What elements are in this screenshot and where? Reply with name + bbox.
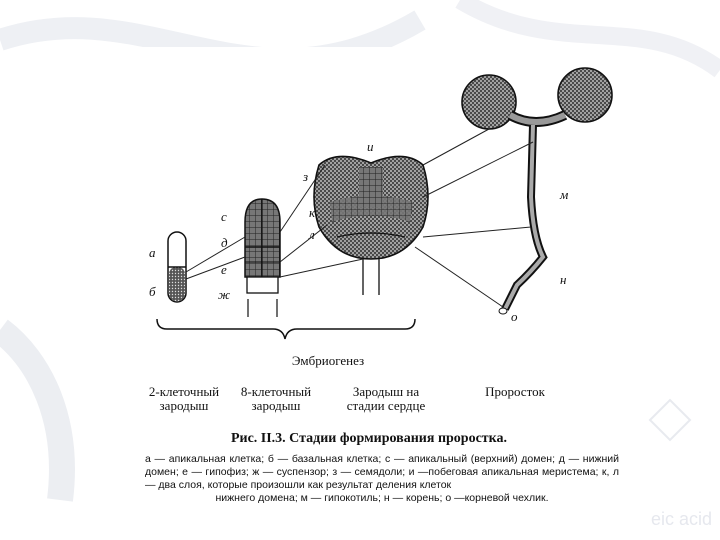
figure-legend: [145, 453, 619, 505]
figure-drawing: [105, 47, 633, 377]
stage-two-cell: [139, 385, 229, 413]
two-cell-embryo: [168, 232, 186, 302]
embryogenesis-figure: [105, 47, 633, 377]
label-m: м: [560, 187, 569, 202]
seedling: [462, 68, 612, 314]
stage-heart-line1: Зародыш на: [352, 384, 420, 399]
stage-eight-cell-line2: зародыш: [251, 398, 301, 413]
label-b: б: [149, 284, 156, 299]
legend-main-text: а — апикальная клетка; б — базальная клетка; с — апикальный (верхний) домен; д — нижний домен; е — гипофиз; ж — суспензор; з — семядоли; и —побеговая апикальная меристема; к, л — два слоя, которые произошли как результат деления клеток: [145, 453, 619, 491]
label-l: л: [309, 227, 315, 242]
eight-cell-embryo: [245, 199, 280, 317]
embryogenesis-label: Эмбриогенез: [291, 353, 365, 368]
figure-caption-title: Рис. II.3. Стадии формирования проростка.: [230, 431, 508, 446]
label-e: е: [221, 262, 227, 277]
label-s: с: [221, 209, 227, 224]
stage-seedling-line1: Проросток: [485, 384, 545, 399]
label-a: а: [149, 245, 156, 260]
stage-two-cell-line2: зародыш: [159, 398, 209, 413]
label-o: о: [511, 309, 518, 324]
stage-seedling: [465, 385, 565, 399]
stage-eight-cell-line1: 8-клеточный: [240, 384, 312, 399]
label-k: к: [309, 205, 316, 220]
label-zh: ж: [218, 287, 231, 302]
label-d: д: [221, 235, 228, 250]
embryogenesis-brace: [157, 319, 415, 339]
legend-last-line: нижнего домена; м — гипокотиль; н — корень; о —корневой чехлик.: [215, 492, 549, 504]
stage-two-cell-line1: 2-клеточный: [148, 384, 220, 399]
watermark-text: eic acid: [650, 509, 712, 529]
stage-heart-line2: стадии сердце: [346, 398, 426, 413]
stage-eight-cell: [231, 385, 321, 413]
textbook-page: [105, 47, 633, 525]
heart-stage-embryo: [314, 156, 428, 295]
label-z: з: [303, 169, 309, 184]
label-n: н: [560, 272, 567, 287]
stage-heart: [331, 385, 441, 413]
label-i: и: [367, 139, 374, 154]
